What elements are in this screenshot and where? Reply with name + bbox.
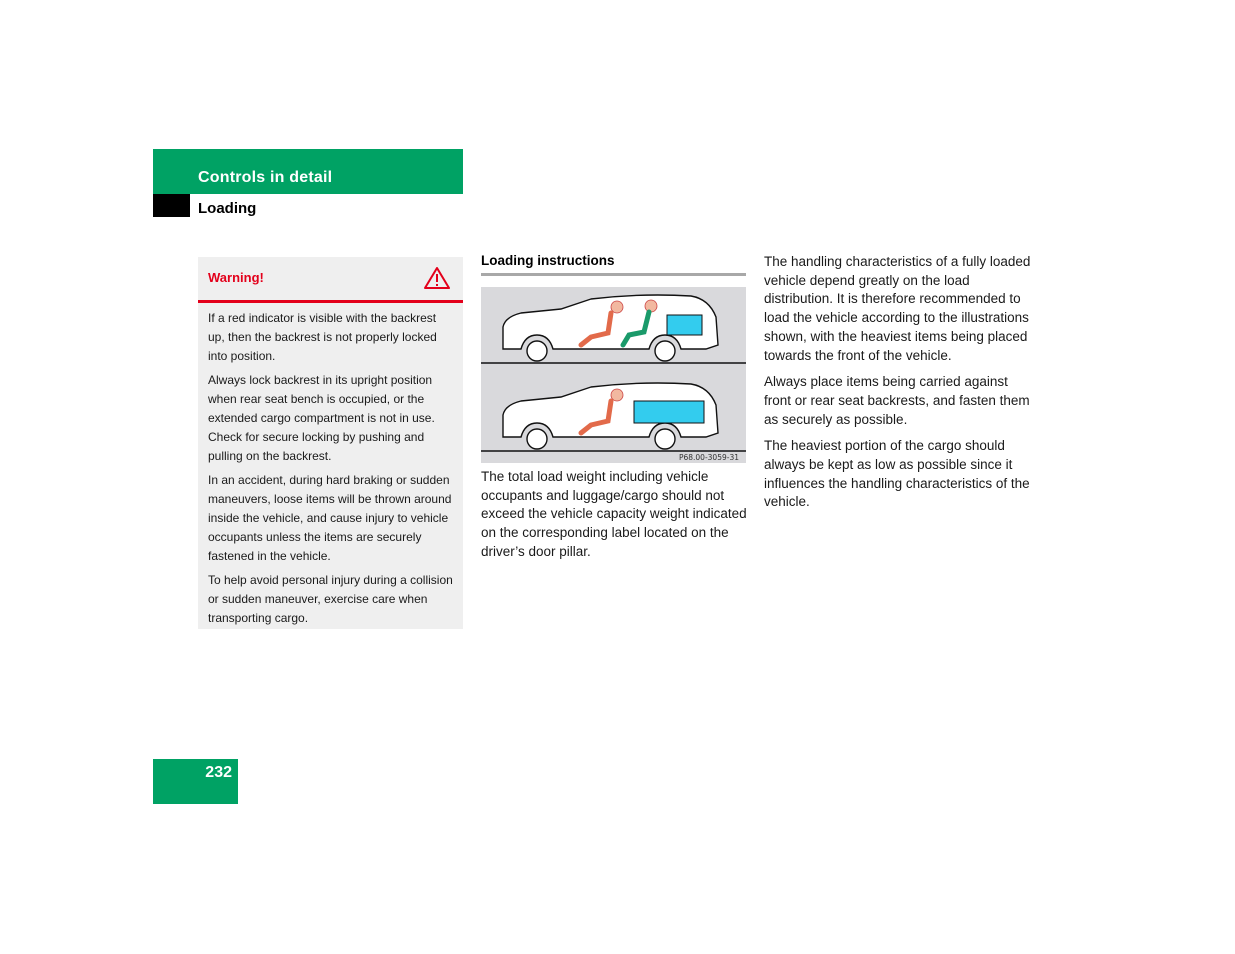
loading-text — [481, 468, 749, 570]
warning-paragraph: If a red indicator is visible with the backrest up, then the backrest is not properly locked into position. — [208, 311, 437, 363]
warning-box — [198, 257, 463, 629]
loading-instructions-title: Loading instructions — [481, 253, 615, 268]
warning-paragraph: To help avoid personal injury during a collision or sudden maneuver, exercise care when transporting cargo. — [208, 573, 453, 625]
car-loading-diagram — [481, 287, 746, 463]
loading-illustration — [481, 287, 746, 463]
right-paragraph: The heaviest portion of the cargo should always be kept as low as possible since it influences the handling characteristics of the vehicle. — [764, 438, 1030, 510]
right-column — [764, 253, 1034, 520]
page-number: 232 — [205, 764, 232, 781]
warning-title: Warning! — [208, 270, 264, 285]
right-paragraph: Always place items being carried against front or rear seat backrests, and fasten them as securely as possible. — [764, 374, 1030, 427]
warning-paragraph: In an accident, during hard braking or sudden maneuvers, loose items will be thrown around inside the vehicle, and cause injury to vehicle occupants unless the items are securely fastened in the vehicle. — [208, 473, 452, 563]
title-rule — [481, 273, 746, 276]
warning-paragraph: Always lock backrest in its upright position when rear seat bench is occupied, or the extended cargo compartment is not in use. Check for secure locking by pushing and pulling on the backrest. — [208, 373, 435, 463]
warning-header — [198, 257, 463, 303]
chapter-header — [153, 149, 463, 194]
section-marker — [153, 194, 190, 217]
warning-body — [198, 303, 463, 628]
section-title: Loading — [198, 200, 257, 217]
warning-triangle-icon — [424, 266, 450, 290]
loading-paragraph: The total load weight including vehicle occupants and luggage/cargo should not exceed the vehicle capacity weight indicated on the corresponding label located on the driver’s door pillar. — [481, 469, 747, 559]
right-paragraph: The handling characteristics of a fully loaded vehicle depend greatly on the load distribution. It is therefore recommended to load the vehicle according to the illustrations shown, with the heaviest items being placed towards the front of the vehicle. — [764, 254, 1031, 363]
figure-code: P68.00-3059-31 — [678, 453, 739, 462]
chapter-title: Controls in detail — [198, 169, 333, 186]
page-number-box — [153, 759, 238, 804]
